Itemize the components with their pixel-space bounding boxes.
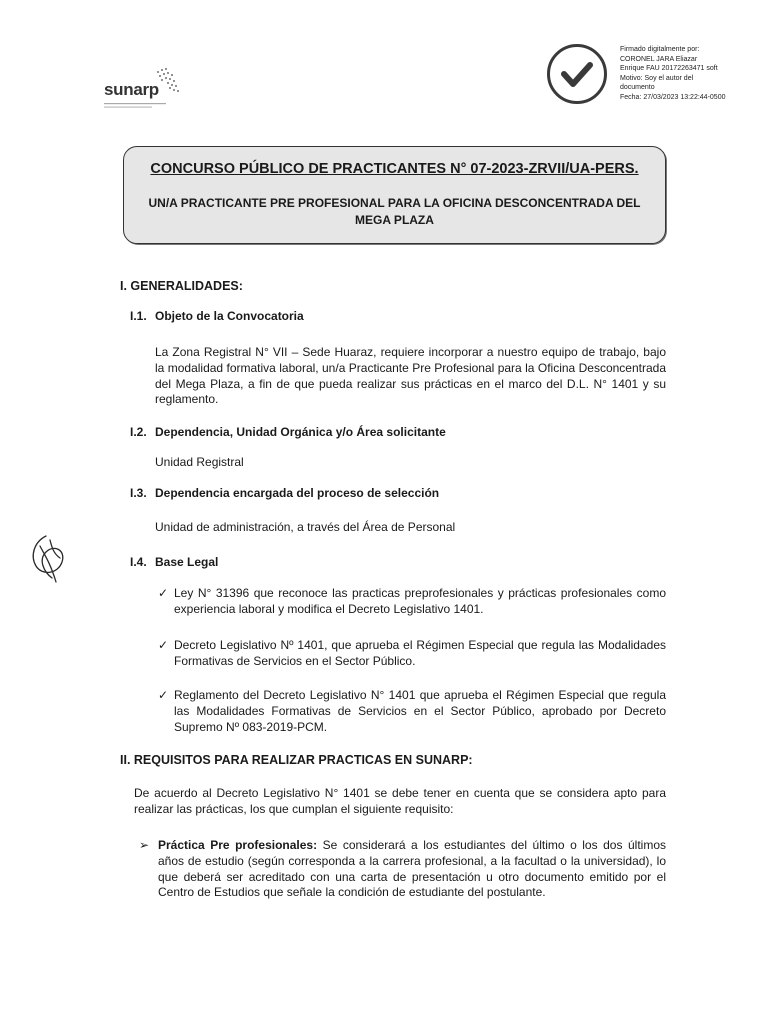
subsection-number: I.2. (130, 425, 147, 439)
digital-signature-seal (547, 44, 607, 104)
title-box (123, 146, 666, 244)
subsection-number: I.1. (130, 309, 147, 323)
document-title: CONCURSO PÚBLICO DE PRACTICANTES N° 07-2023-ZRVII/UA-PERS. (150, 161, 639, 177)
logo-dots-icon (148, 66, 188, 96)
subsection-title-objeto: Objeto de la Convocatoria (155, 309, 304, 323)
digital-signature-text (620, 45, 765, 103)
requisitos-intro: De acuerdo al Decreto Legislativo N° 1401 se debe tener en cuenta que se considera apto para realizar las prácticas, los que cumplan el siguiente requisito: (134, 786, 666, 816)
base-legal-item: Decreto Legislativo Nº 1401, que aprueba el Régimen Especial que regula las Modalidades Formativas de Servicios en el Sector Público. (174, 638, 666, 668)
requisito-text: Se considerará a los estudiantes del último o los dos últimos años de estudio (según corresponda a la carrera profesional, a la facultad o la universidad), lo que deberá ser acreditado con una carta de presentación u otro documento emitido por el Centro de Estudios que señale la condición de estudiante del postulante. (158, 838, 666, 900)
document-subtitle: UN/A PRACTICANTE PRE PROFESIONAL PARA LA OFICINA DESCONCENTRADA DEL MEGA PLAZA (148, 196, 641, 227)
section-heading-generalidades: I. GENERALIDADES: (120, 279, 243, 293)
logo-wordmark: sunarp (104, 80, 159, 99)
base-legal-item: Reglamento del Decreto Legislativo N° 1401 que aprueba el Régimen Especial que regula las Modalidades Formativas de Servicios en el Sector Público, aprobado por Decreto Supremo Nº 083-2019-PCM. (174, 688, 666, 734)
checkmark-bullet-icon: ✓ (158, 638, 169, 652)
subsection-number: I.3. (130, 486, 147, 500)
signature-line: Enrique FAU 20172263471 soft (620, 65, 718, 73)
signature-line: Motivo: Soy el autor del (620, 74, 694, 82)
subsection-title-dependencia: Dependencia, Unidad Orgánica y/o Área solicitante (155, 425, 446, 439)
checkmark-bullet-icon: ✓ (158, 688, 169, 702)
objeto-paragraph: La Zona Registral N° VII – Sede Huaraz, requiere incorporar a nuestro equipo de trabajo, bajo la modalidad formativa laboral, un/a Practicante Pre Profesional para la Oficina Desconcentrada del Mega Plaza, a fin de que pueda realizar sus prácticas en el marco del D.L. N° 1401 y su reglamento. (155, 345, 666, 407)
requisito-lead: Práctica Pre profesionales: (158, 838, 318, 852)
dependencia-text: Unidad Registral (155, 455, 244, 469)
subsection-title-seleccion: Dependencia encargada del proceso de selección (155, 486, 440, 500)
arrow-bullet-icon: ➢ (139, 838, 150, 852)
check-circle-icon (550, 47, 604, 101)
signature-line: Firmado digitalmente por: (620, 46, 700, 53)
checkmark-bullet-icon: ✓ (158, 586, 169, 600)
base-legal-item: Ley N° 31396 que reconoce las practicas preprofesionales y prácticas profesionales como experiencia laboral y modifica el Decreto Legislativo 1401. (174, 586, 666, 616)
signature-line: documento (620, 84, 655, 92)
section-heading-requisitos: II. REQUISITOS PARA REALIZAR PRACTICAS EN SUNARP: (120, 753, 473, 767)
signature-icon (24, 532, 72, 590)
seleccion-text: Unidad de administración, a través del Área de Personal (155, 520, 456, 534)
signature-line: Fecha: 27/03/2023 13:22:44-0500 (620, 93, 726, 101)
signature-line: CORONEL JARA Eliazar (620, 55, 698, 63)
subsection-number: I.4. (130, 555, 147, 569)
requisito-item (158, 838, 666, 901)
sunarp-logo (104, 66, 184, 116)
subsection-title-base-legal: Base Legal (155, 555, 219, 569)
logo-tagline-graphic (104, 102, 174, 110)
